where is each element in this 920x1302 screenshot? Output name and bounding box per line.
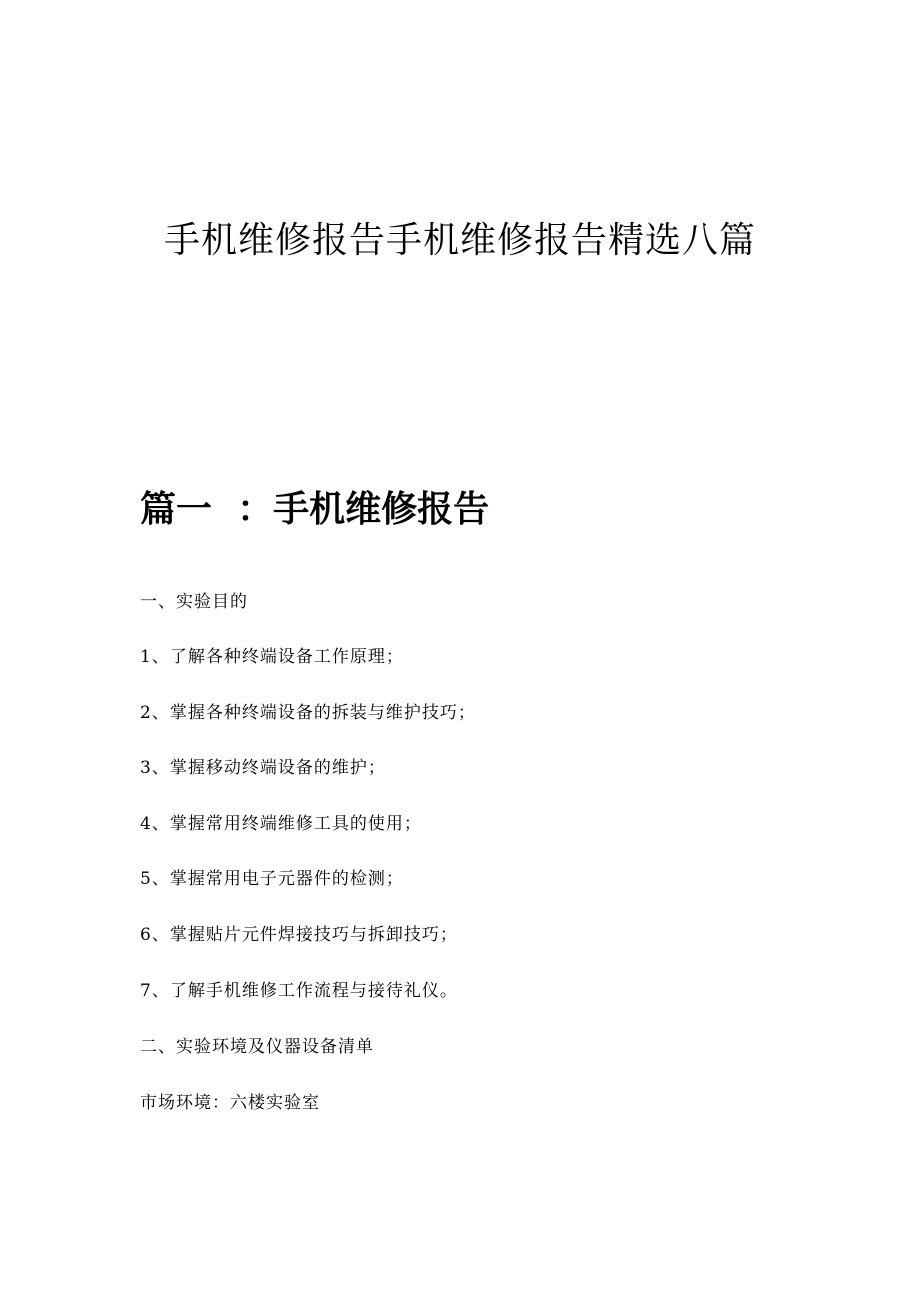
paragraph-item-1: 1、了解各种终端设备工作原理； [140, 647, 404, 667]
paragraph-item-6: 6、掌握贴片元件焊接技巧与拆卸技巧； [140, 925, 458, 945]
paragraph-objective-heading: 一、实验目的 [140, 592, 248, 612]
paragraph-item-4: 4、掌握常用终端维修工具的使用； [140, 814, 422, 834]
paragraph-environment: 市场环境：六楼实验室 [140, 1093, 320, 1113]
paragraph-environment-heading: 二、实验环境及仪器设备清单 [140, 1037, 374, 1057]
paragraph-item-3: 3、掌握移动终端设备的维护； [140, 758, 386, 778]
paragraph-item-7: 7、了解手机维修工作流程与接待礼仪。 [140, 981, 458, 1001]
document-title: 手机维修报告手机维修报告精选八篇 [163, 220, 756, 261]
paragraph-item-2: 2、掌握各种终端设备的拆装与维护技巧； [140, 703, 476, 723]
paragraph-item-5: 5、掌握常用电子元器件的检测； [140, 869, 404, 889]
section-heading: 篇一 ：手机维修报告 [140, 489, 490, 530]
